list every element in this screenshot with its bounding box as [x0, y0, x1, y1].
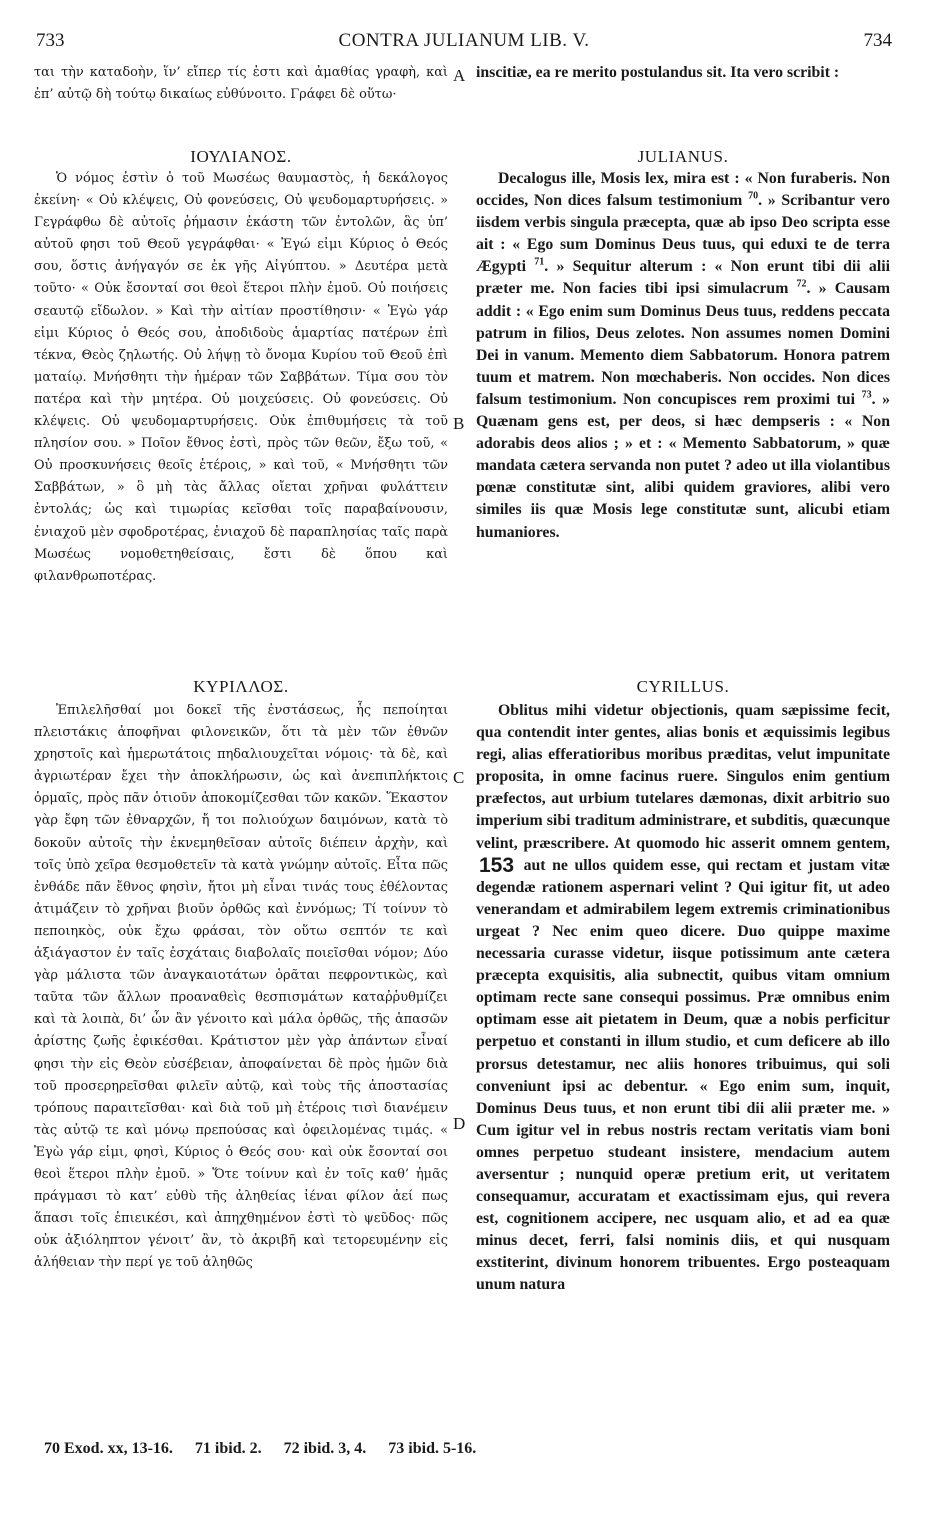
greek-cyril-section — [34, 700, 448, 1430]
latin-julian-text-5: . » Quænam gens est, per deos, si hæc dempseris : « Non adorabis deos alios ; » et : « Memento Sabbatorum, » quæ mandata cætera servanda non putet ? adeo ut illa violantibus pœnæ constitutæ sint, alibi quidem graviores, alibi vero similes iis quæ Mosis lege constitutæ sunt, alicubi etiam humaniores. — [476, 390, 891, 541]
latin-julian-text-3: . » Sequitur alterum : « Non erunt tibi dii alii præter me. Non facies tibi ipsi simulacrum — [476, 258, 890, 298]
footnotes — [44, 1440, 892, 1458]
section-marker-b: B — [453, 414, 465, 433]
greek-cyril-heading-block — [34, 676, 448, 698]
latin-cyril-paragraph — [476, 700, 890, 1297]
page-number-right: 734 — [863, 30, 892, 51]
footnote-ref-73: 73 — [861, 389, 872, 401]
greek-intro-text: ται τὴν καταδοὴν, ἵν’ εἴπερ τίς ἐστι καὶ ἀμαθίας γραφὴ, καὶ ἐπ’ αὐτῷ δὴ τούτῳ δικαίως εὐθύνοιτο. Γράφει δὲ οὕτω· — [34, 65, 448, 103]
footnote-ref-72: 72 — [796, 279, 807, 291]
latin-cyril-section — [476, 700, 890, 1430]
latin-julian-text-4: . » Causam addit : « Ego enim sum Dominus Deus tuus, reddens peccata patrum in filios, Deus zelotes. Non assumes nomen Domini Dei in vanum. Memento diem Sabbatorum. Honora patrem tuum et matrem. Non mœchaberis. Non occides. Non dices falsum testimonium. Non concupisces rem proximi tui — [476, 280, 890, 408]
footnote-ref-71: 71 — [534, 257, 545, 269]
section-marker-c: C — [453, 768, 465, 787]
greek-intro — [34, 62, 448, 106]
running-title: CONTRA JULIANUM LIB. V. — [338, 30, 590, 51]
latin-cyril-heading-block — [476, 676, 890, 698]
greek-julian-heading: ΙΟΥΛΙΑΝΟΣ. — [190, 147, 292, 166]
column-number: 153 — [479, 853, 515, 877]
latin-julian-text-2: . » Scribantur vero iisdem verbis singula præcepta, quæ ab ipso Deo scripta esse ait : « Ego sum Dominus Deus tuus, qui eduxi te de terra Ægypti — [476, 192, 891, 276]
greek-cyril-heading: ΚΥΡΙΛΛΟΣ. — [193, 677, 289, 696]
latin-cyril-text-1: Oblitus mihi videtur objectionis, quam sæpissime fecit, qua contendit inter gentes, alias bonis et æquissimis legibus regi, alias efferatioribus moribus præditas, velut impunitate proposita, in omne facinus ruere. Singulos enim gentium præfectos, aut urbium tutelares dæmonas, dixit arbitrio suo imperium sibi traditum administrare, et subditis, quæcunque velint, præscribere. At quomodo hic asserit omnem gentem, — [476, 702, 890, 852]
greek-julian-heading-block — [34, 146, 448, 168]
latin-julian-text-1: Decalogus ille, Mosis lex, mira est : « Non furaberis. Non occides, Non dices falsum testimonium — [476, 170, 890, 210]
section-marker-d: D — [453, 1114, 466, 1133]
latin-intro-text: inscitiæ, ea re merito postulandus sit. Ita vero scribit : — [476, 64, 840, 81]
greek-julian-text: Ὁ νόμος ἐστὶν ὁ τοῦ Μωσέως θαυμαστὸς, ἡ δεκάλογος ἐκείνη· « Οὐ κλέψεις, Οὐ φονεύσεις, Οὐ ψευδομαρτυρήσεις. » Γεγράφθω δὲ αὐτοῖς ῥήμασιν ἑκάστη τῶν ἐντολῶν, ἃς ὑπ’ αὐτοῦ φησι τοῦ Θεοῦ γεγράφθαι· « Ἐγώ εἰμι Κύριος ὁ Θεός σου, ὅστις ἀνήγαγόν σε ἐκ γῆς Αἰγύπτου. » Δευτέρα μετὰ τοῦτο· « Οὐκ ἔσονταί σοι θεοὶ ἕτεροι πλὴν ἐμοῦ. Οὐ ποιήσεις σεαυτῷ εἴδωλον. » Καὶ τὴν αἰτίαν προστίθησιν· « Ἐγὼ γάρ εἰμι Κύριος ὁ Θεός σου, ἀποδιδοὺς ἁμαρτίας πατέρων ἐπὶ τέκνα, Θεὸς ζηλωτής. Οὐ λήψῃ τὸ ὄνομα Κυρίου τοῦ Θεοῦ ἐπὶ ματαίῳ. Μνήσθητι τὴν ἡμέραν τῶν Σαββάτων. Τίμα σου τὸν πατέρα καὶ τὴν μητέρα. Οὐ μοιχεύσεις. Οὐ φονεύσεις. Οὐ κλέψεις. Οὐ ψευδομαρτυρήσεις. Οὐκ ἐπιθυμήσεις τὰ τοῦ πλησίον σου. » Ποῖον ἔθνος ἐστὶ, πρὸς τῶν θεῶν, ἔξω τοῦ, « Οὐ προσκυνήσεις θεοῖς ἑτέροις, » καὶ τοῦ, « Μνήσθητι τῶν Σαββάτων, » ὃ μὴ τὰς ἄλλας οἴεται χρῆναι φυλάττειν ἐντολάς; ὡς καὶ τιμωρίας κεῖσθαι τοῖς παραβαίνουσιν, ἐνιαχοῦ μὲν σφοδροτέρας, ἐνιαχοῦ δὲ παραπλησίας ταῖς παρὰ Μωσέως νομοθετηθείσαις, ἔστι δὲ ὅπου καὶ φιλανθρωποτέρας. — [34, 171, 448, 584]
footnote-ref-70: 70 — [748, 190, 759, 202]
footnote-71: 71 ibid. 2. — [194, 1440, 262, 1457]
latin-julian-paragraph — [476, 168, 890, 544]
latin-julian-heading: JULIANUS. — [637, 147, 729, 166]
footnote-70: 70 Exod. xx, 13-16. — [44, 1440, 173, 1457]
footnote-72: 72 ibid. 3, 4. — [283, 1440, 367, 1457]
latin-julian-section — [476, 168, 890, 643]
greek-julian-section — [34, 168, 448, 666]
greek-cyril-text: Ἐπιλελῆσθαί μοι δοκεῖ τῆς ἐνστάσεως, ἧς πεποίηται πλειστάκις ἀποφῆναι φιλονεικῶν, ὅτι τὰ μὲν τῶν ἐθνῶν χρηστοῖς καὶ ἡμερωτάτοις πηδαλιουχεῖται νόμοις· τὰ δὲ, καὶ ἀγριωτέραν ἔχει τὴν ἀποκλήρωσιν, ὡς καὶ ἀνεπιπλήκτοις ὁρμαῖς, πρὸς πᾶν ὁτιοῦν ἀποκομίζεσθαι τῶν κακῶν. Ἕκαστον γὰρ ἔφη τῶν ἐθναρχῶν, ἤ τοι πολιούχων δαιμόνων, κατὰ τὸ δοκοῦν αὐτοῖς τὴν ἐκνεμηθεῖσαν αὐτοῖς διέπειν ἀρχὴν, καὶ τοῖς ὑπὸ χεῖρα θεσμοθετεῖν τὰ κατὰ γνώμην αὐτοῖς. Εἶτα πῶς ἐνθάδε πᾶν ἔθνος φησὶν, ἤτοι μὴ εἶναι τινάς τους ἐθέλοντας ἀτιμάζειν τὸ χρῆναι βιοῦν ὀρθῶς καὶ ἐννόμως; Τί τοίνυν τὸ πεποιηκὸς, οὐκ ἔχω φράσαι, τὸν οὕτω σεπτόν τε καὶ ἀξιάγαστον ἐν ταῖς ἐσχάταις διαβολαῖς ποιεῖσθαι νόμον; Δύο γὰρ μάλιστα τῶν ἀναγκαιοτάτων ὁρᾶται πεφροντικὼς, καὶ ταῦτα τῶν ἄλλων προαναθεὶς θεσπισμάτων καταῤῥυθμίζει καὶ τὰ λοιπὰ, δι’ ὧν ἂν γένοιτο καὶ μάλα ὀρθῶς, τῆς ἁπασῶν ἀρίστης ζωῆς ἐφικέσθαι. Κράτιστον μὲν γὰρ ἁπάντων εἶναί φησι τὴν εἰς Θεὸν εὐσέβειαν, ἀποφαίνεται δὲ πρὸς ἡμῶν διὰ τοῦ προσερηρεῖσθαι φιλεῖν αὐτῷ, καὶ τοὺς τῆς ἀποστασίας τρόπους παραιτεῖσθαι· καὶ διὰ τοῦ μὴ ἑτέροις τισὶ διανέμειν τὰς αὐτῷ τε καὶ μόνῳ πρεπούσας καὶ ὀφειλομένας τιμάς. « Ἐγὼ γάρ εἰμι, φησὶ, Κύριος ὁ Θεός σου· καὶ οὐκ ἔσονταί σοι θεοὶ ἕτεροι πλὴν ἐμοῦ. » Ὅτε τοίνυν καὶ ἐν τοῖς καθ’ ἡμᾶς πράγμασι τὸ κατ’ εὐθὺ τῆς ἀληθείας ἰέναι φίλον ἀεί πως ἅπασι τοῖς ἐπιεικέσι, καὶ ἀπηχθημένον ἐστὶ τὸ ψεῦδος· πῶς οὐκ ἀξιόληπτον γένοιτ’ ἂν, τὸ ἀκριβῆ καὶ τετορευμένην εἰς ἀλήθειαν τὴν περί γε τοῦ ἀληθῶς — [34, 703, 448, 1271]
latin-julian-heading-block — [476, 146, 890, 168]
latin-intro — [476, 62, 890, 84]
page-number-left: 733 — [36, 30, 65, 51]
footnote-73: 73 ibid. 5-16. — [388, 1440, 477, 1457]
running-header — [36, 30, 892, 56]
section-marker-a: A — [453, 66, 466, 85]
latin-cyril-heading: CYRILLUS. — [636, 677, 730, 696]
latin-cyril-text-2: aut ne ullos quidem esse, qui rectam et justam vitæ degendæ rationem aspernari velint ? Qui igitur fit, ut adeo venerandam et admirabilem legem extremis criminationibus urgeat ? Nec enim queo dicere. Duo quippe maxime necessaria curasse videtur, iisque potissimum ante cætera præcepta exquisitis, alia subnectit, quibus vitam omnium optimam recte sane consequi possimus. Præ omnibus enim optimam esse ait pietatem in Deum, quæ a nobis perficitur perpetuo et constanti in illum studio, et cum deficere ab illo prorsus detestamur, nec aliis honores tribuimus, qui soli conveniunt ipsi ac debentur. « Ego enim sum, inquit, Dominus Deus tuus, et non erunt tibi dii alii præter me. » Cum igitur vel in rebus nostris rectam veritatis viam boni omnes perpetuo studeant insistere, mendacium autem aversentur ; nunquid operæ pretium erit, ut veritatem consequamur, accuratam et exactissimam ejus, qui revera est, cognitionem accipere, nec usquam alio, et ad ea quæ minus decet, ferri, falsi nominis diis, et qui nusquam exstiterint, divinum honorem tribuentes. Ergo posteaquam unum natura — [476, 856, 891, 1294]
